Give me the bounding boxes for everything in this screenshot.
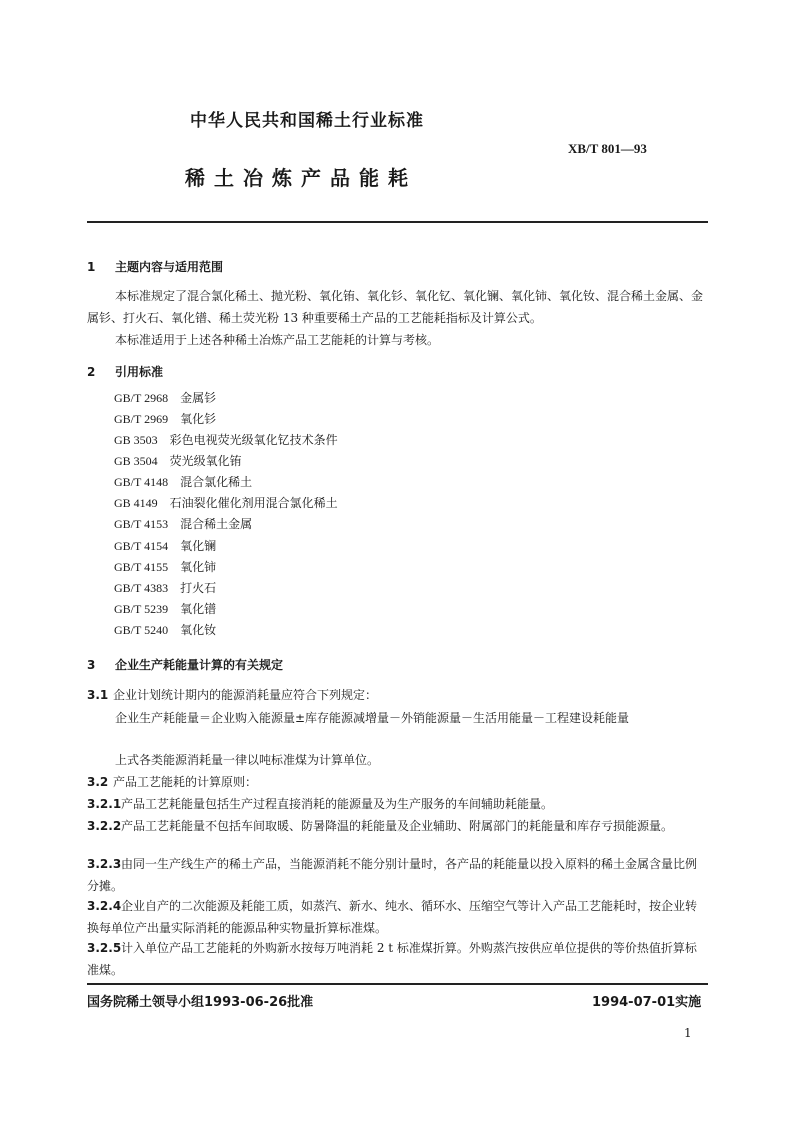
- section-2-heading: [87, 363, 163, 380]
- clause-text: 产品工艺能耗的计算原则：: [113, 775, 258, 789]
- clause-3-2-4: [87, 895, 708, 939]
- section-2-number: 2: [87, 365, 96, 379]
- reference-name: 荧光级氧化铕: [169, 454, 242, 468]
- reference-item: [114, 536, 216, 556]
- reference-code: GB/T 4153: [114, 517, 169, 531]
- header-divider: [87, 221, 708, 223]
- clause-number: 3.2.3: [87, 857, 122, 871]
- section-2-title: 引用标准: [115, 365, 164, 379]
- reference-name: 石油裂化催化剂用混合氯化稀土: [169, 496, 338, 510]
- section-3-heading: [87, 656, 283, 673]
- reference-name: 氧化铈: [180, 560, 217, 574]
- clause-3-2-2: [87, 815, 708, 837]
- reference-item: [114, 388, 216, 408]
- reference-item: [114, 620, 216, 640]
- footer-divider: [87, 983, 708, 985]
- standard-code: XB/T 801—93: [568, 141, 647, 156]
- clause-number: 3.2: [87, 775, 109, 789]
- clause-number: 3.2.5: [87, 941, 122, 955]
- reference-name: 氧化镧: [180, 539, 217, 553]
- reference-item: [114, 472, 252, 492]
- section-1-title: 主题内容与适用范围: [115, 260, 224, 274]
- reference-name: 混合稀土金属: [180, 517, 253, 531]
- reference-code: GB/T 4148: [114, 475, 169, 489]
- reference-code: GB/T 4154: [114, 539, 169, 553]
- reference-name: 氧化钐: [180, 412, 217, 426]
- unit-note: 上式各类能源消耗量一律以吨标准煤为计算单位。: [115, 753, 380, 767]
- clause-3-2-3: [87, 853, 708, 897]
- clause-number: 3.1: [87, 688, 109, 702]
- clause-text: 由同一生产线生产的稀土产品，当能源消耗不能分别计量时，各产品的耗能量以投入原料的稀土金属含量比例分摊。: [87, 857, 698, 893]
- reference-item: [114, 409, 216, 429]
- standard-agency: 中华人民共和国稀土行业标准: [190, 111, 424, 131]
- clause-3-2-1: [87, 793, 708, 815]
- reference-name: 氧化钕: [180, 623, 217, 637]
- clause-text: 产品工艺耗能量不包括车间取暖、防暑降温的耗能量及企业辅助、附属部门的耗能量和库存亏损能源量。: [121, 819, 674, 833]
- approval-line: 国务院稀土领导小组1993-06-26批准: [87, 995, 314, 1010]
- section-3-title: 企业生产耗能量计算的有关规定: [115, 658, 284, 672]
- clause-text: 企业计划统计期内的能源消耗量应符合下列规定：: [113, 688, 378, 702]
- reference-code: GB/T 5240: [114, 623, 169, 637]
- reference-item: [114, 430, 338, 450]
- reference-code: GB 3504: [114, 454, 158, 468]
- clause-text: 计入单位产品工艺能耗的外购新水按每万吨消耗 2 t 标准煤折算。外购蒸汽按供应单位提供的等价热值折算标准煤。: [87, 941, 697, 977]
- reference-item: [114, 557, 216, 577]
- reference-code: GB 3503: [114, 433, 158, 447]
- clause-text: 企业自产的二次能源及耗能工质，如蒸汽、新水、纯水、循环水、压缩空气等计入产品工艺能耗时，按企业转换每单位产出量实际消耗的能源品种实物量折算标准煤。: [87, 899, 698, 935]
- reference-name: 打火石: [180, 581, 217, 595]
- reference-code: GB/T 2969: [114, 412, 169, 426]
- reference-code: GB/T 5239: [114, 602, 169, 616]
- reference-name: 彩色电视荧光级氧化钇技术条件: [169, 433, 338, 447]
- reference-item: [114, 451, 242, 471]
- clause-number: 3.2.4: [87, 899, 122, 913]
- section-1-number: 1: [87, 260, 96, 274]
- clause-3-1: [87, 684, 708, 706]
- reference-name: 金属钐: [180, 391, 217, 405]
- reference-code: GB/T 4155: [114, 560, 169, 574]
- clause-text: 产品工艺耗能量包括生产过程直接消耗的能源量及为生产服务的车间辅助耗能量。: [121, 797, 554, 811]
- reference-item: [114, 493, 338, 513]
- effective-date: 1994-07-01实施: [592, 995, 702, 1010]
- reference-code: GB/T 4383: [114, 581, 169, 595]
- section-1-para-1: 本标准规定了混合氯化稀土、抛光粉、氧化铕、氧化钐、氧化钇、氧化镧、氧化铈、氧化钕、混合稀土金属、金属钐、打火石、氧化镨、稀土荧光粉 13 种重要稀土产品的工艺能耗指标及计算公式。: [87, 289, 704, 325]
- clause-number: 3.2.2: [87, 819, 122, 833]
- page-title: 稀土冶炼产品能耗: [185, 166, 417, 190]
- reference-item: [114, 514, 252, 534]
- reference-name: 氧化镨: [180, 602, 217, 616]
- clause-number: 3.2.1: [87, 797, 122, 811]
- clause-3-2-5: [87, 937, 708, 981]
- clause-3-2: [87, 771, 708, 793]
- section-3-number: 3: [87, 658, 96, 672]
- reference-item: [114, 599, 216, 619]
- section-1-para-2: 本标准适用于上述各种稀土冶炼产品工艺能耗的计算与考核。: [115, 333, 440, 347]
- section-1-heading: [87, 258, 223, 275]
- energy-formula: 企业生产耗能量＝企业购入能源量±库存能源减增量－外销能源量－生活用能量－工程建设耗能量: [115, 711, 630, 725]
- reference-code: GB 4149: [114, 496, 158, 510]
- reference-item: [114, 578, 216, 598]
- reference-name: 混合氯化稀土: [180, 475, 253, 489]
- page-number: 1: [684, 1026, 692, 1040]
- reference-code: GB/T 2968: [114, 391, 169, 405]
